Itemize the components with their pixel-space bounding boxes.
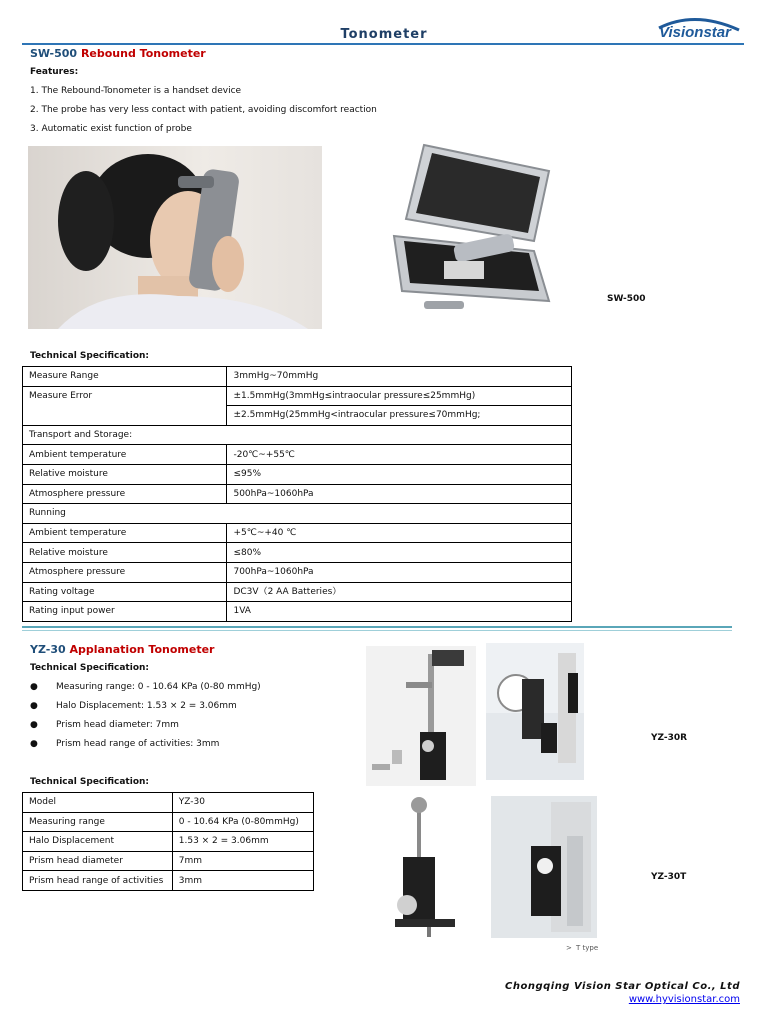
- table-row: [23, 543, 572, 563]
- section-divider-thin: [22, 630, 732, 631]
- bullet-text: Prism head range of activities: 3mm: [56, 739, 220, 749]
- t-type-caption: T type: [576, 944, 599, 952]
- table-row: [23, 386, 572, 406]
- t-type-marker: >: [566, 944, 572, 952]
- spec-label: Rating input power: [23, 602, 227, 622]
- spec-value: ≤95%: [227, 464, 572, 484]
- spec-group-label: Running: [23, 504, 572, 524]
- spec-value: 500hPa~1060hPa: [227, 484, 572, 504]
- visionstar-logo: [655, 16, 745, 44]
- features-heading: Features:: [30, 67, 79, 77]
- feature-item-1: 1. The Rebound-Tonometer is a handset device: [30, 86, 242, 96]
- feature-item-3: 3. Automatic exist function of probe: [30, 124, 192, 134]
- spec-group-label: Transport and Storage:: [23, 425, 572, 445]
- yz30t-slitlamp-photo: [491, 796, 597, 938]
- spec-value: ≤80%: [227, 543, 572, 563]
- yz30r-device-photo: [366, 646, 476, 786]
- spec-label: Prism head diameter: [23, 851, 173, 871]
- spec-value: 1VA: [227, 602, 572, 622]
- table-row: [23, 832, 314, 852]
- spec-value: -20℃~+55℃: [227, 445, 572, 465]
- sw500-spec-table: [22, 366, 572, 622]
- yz30t-label: YZ-30T: [651, 872, 687, 882]
- spec-value: DC3V（2 AA Batteries）: [227, 582, 572, 602]
- yz30-table-heading: Technical Specification:: [30, 777, 150, 787]
- spec-value: ±1.5mmHg(3mmHg≤intraocular pressure≤25mmHg): [227, 386, 572, 406]
- footer-website-link[interactable]: www.hyvisionstar.com: [628, 994, 740, 1005]
- carrying-case-photo: [384, 141, 554, 313]
- table-row: [23, 484, 572, 504]
- yz30t-slitlamp-illustration: [491, 796, 597, 938]
- feature-item-2: 2. The probe has very less contact with patient, avoiding discomfort reaction: [30, 105, 377, 115]
- table-row: [23, 602, 572, 622]
- spec-label: Relative moisture: [23, 543, 227, 563]
- bullet-text: Prism head diameter: 7mm: [56, 720, 179, 730]
- table-row: [23, 871, 314, 891]
- case-model-label: SW-500: [607, 294, 646, 304]
- bullet-icon: ●: [30, 682, 38, 692]
- footer-company: Chongqing Vision Star Optical Co., Ltd: [505, 981, 740, 992]
- spec-label: Ambient temperature: [23, 445, 227, 465]
- table-row: [23, 582, 572, 602]
- header-divider: [22, 43, 744, 45]
- table-row: [23, 562, 572, 582]
- yz30r-label: YZ-30R: [651, 733, 688, 743]
- tonometer-in-use-photo: [28, 146, 322, 329]
- case-illustration: [384, 141, 554, 313]
- spec-label: Atmosphere pressure: [23, 562, 227, 582]
- yz30r-device-illustration: [366, 646, 476, 786]
- spec-value: YZ-30: [172, 793, 313, 813]
- page-title: Tonometer: [340, 27, 428, 42]
- yz30-model: YZ-30: [30, 643, 66, 656]
- spec-label: Measure Error: [23, 386, 227, 425]
- spec-label: Model: [23, 793, 173, 813]
- patient-illustration: [28, 146, 322, 329]
- bullet-icon: ●: [30, 720, 38, 730]
- yz30r-slitlamp-photo: [486, 643, 584, 780]
- spec-label: Relative moisture: [23, 464, 227, 484]
- spec-value: 3mmHg~70mmHg: [227, 367, 572, 387]
- table-row: [23, 851, 314, 871]
- table-row: [23, 464, 572, 484]
- spec-value: 7mm: [172, 851, 313, 871]
- spec-value: +5℃~+40 ℃: [227, 523, 572, 543]
- yz30-spec-heading: Technical Specification:: [30, 663, 150, 673]
- spec-label: Ambient temperature: [23, 523, 227, 543]
- spec-value: 700hPa~1060hPa: [227, 562, 572, 582]
- table-row: [23, 425, 572, 445]
- spec-label: Prism head range of activities: [23, 871, 173, 891]
- sw500-heading: [30, 47, 206, 60]
- table-row: [23, 793, 314, 813]
- spec-value: 0 - 10.64 KPa (0-80mmHg): [172, 812, 313, 832]
- spec-label: Measure Range: [23, 367, 227, 387]
- table-row: [23, 523, 572, 543]
- yz30t-device-photo: [377, 793, 467, 939]
- spec-value: 1.53 × 2 = 3.06mm: [172, 832, 313, 852]
- sw500-spec-heading: Technical Specification:: [30, 351, 150, 361]
- spec-label: Halo Displacement: [23, 832, 173, 852]
- spec-value: 3mm: [172, 871, 313, 891]
- bullet-icon: ●: [30, 701, 38, 711]
- table-row: [23, 367, 572, 387]
- sw500-model: SW-500: [30, 47, 78, 60]
- table-row: [23, 445, 572, 465]
- logo-text: Visionstar: [659, 24, 731, 41]
- spec-label: Rating voltage: [23, 582, 227, 602]
- yz30-name: Applanation Tonometer: [69, 643, 215, 656]
- spec-label: Atmosphere pressure: [23, 484, 227, 504]
- bullet-text: Halo Displacement: 1.53 × 2 = 3.06mm: [56, 701, 237, 711]
- table-row: [23, 812, 314, 832]
- section-divider: [22, 626, 732, 628]
- yz30r-slitlamp-illustration: [486, 643, 584, 780]
- spec-label: Measuring range: [23, 812, 173, 832]
- table-row: [23, 504, 572, 524]
- spec-value: ±2.5mmHg(25mmHg<intraocular pressure≤70mmHg;: [227, 406, 572, 426]
- bullet-icon: ●: [30, 739, 38, 749]
- yz30t-device-illustration: [377, 793, 467, 939]
- yz30-heading: [30, 643, 214, 656]
- yz30-spec-table: [22, 792, 314, 891]
- bullet-text: Measuring range: 0 - 10.64 KPa (0-80 mmHg): [56, 682, 261, 692]
- sw500-name: Rebound Tonometer: [80, 47, 206, 60]
